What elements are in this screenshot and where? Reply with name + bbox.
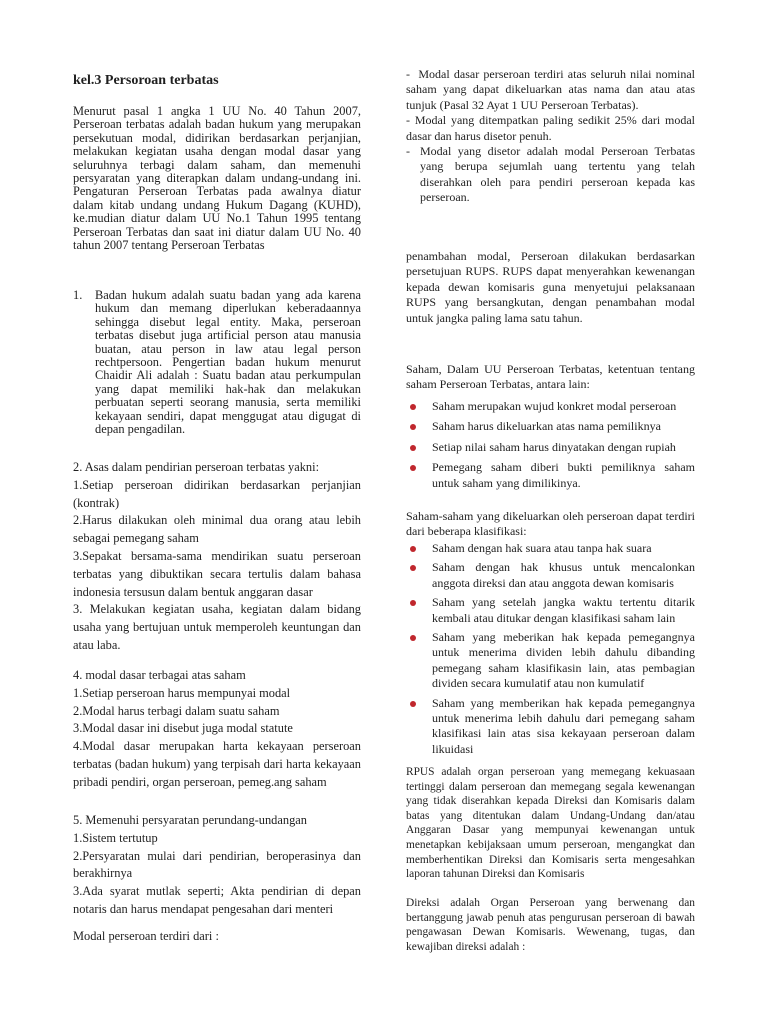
asas-item-1: 1.Setiap perseroan didirikan berdasarkan perjanjian (kontrak) [73,477,361,510]
list-item: Saham merupakan wujud konkret modal perseroan [406,399,695,414]
saham-list [406,399,695,491]
syarat-heading: 5. Memenuhi persyaratan perundang-undangan [73,813,307,827]
bullet-icon [410,635,416,641]
asas-heading: 2. Asas dalam pendirian perseroan terbatas yakni: [73,460,320,474]
list-item: Saham yang setelah jangka waktu tertentu ditarik kembali atau ditukar dengan klasifikasi saham lain [406,595,695,626]
rpus-paragraph: RPUS adalah organ perseroan yang memegang kekuasaan tertinggi dalam perseroan dan memegang segala kewenangan yang tidak diserahkan kepada Direksi dan Komisaris dalam batas yang ditentukan dalam Undang-Undang dan/atau Anggaran Dasar yang mempunyai kewenangan untuk menetapkan kebijaksaan umum perseroan, mengangkat dan memberhentikan Direksi dan Komisaris serta mengesahkan laporan tahunan Direksi dan Komisaris [406,766,695,881]
asas-item-3: 3.Sepakat bersama-sama mendirikan suatu perseroan terbatas yang dibuktikan secara tertulis dalam bahasa indonesia tersusun dalam bentuk anggaran dasar [73,548,361,599]
syarat-item-3: 3.Ada syarat mutlak seperti; Akta pendirian di depan notaris dan harus mendapat pengesahan dari menteri [73,884,361,916]
kegiatan-paragraph: 3. Melakukan kegiatan usaha, kegiatan dalam bidang usaha yang bertujuan untuk memperoleh keuntungan dan atau laba. [73,602,361,652]
bullet-icon [410,600,416,606]
list-item: Saham yang meberikan hak kepada pemegangnya untuk menerima dividen lebih dahulu dibanding pemegang saham klasifikasin lain, atas pembagian dividen secara kumulatif atau non kumulatif [406,630,695,692]
penambahan-paragraph: penambahan modal, Perseroan dilakukan berdasarkan persetujuan RUPS. RUPS dapat menyerahkan kewenangan kepada dewan komisaris guna menyetujui pelaksanaan RUPS yang bersangkutan, dengan penambahan modal untuk jangka paling lama satu tahun. [406,249,695,325]
modal-heading: 4. modal dasar terbagai atas saham [73,668,246,682]
modal-item-3: 3.Modal dasar ini disebut juga modal statute [73,721,293,736]
bullet-icon [410,565,416,571]
asas-item-2: 2.Harus dilakukan oleh minimal dua orang atau lebih sebagai pemegang saham [73,513,361,546]
dash-symbol: - [406,67,410,81]
syarat-item-1: 1.Sistem tertutup [73,830,158,845]
syarat-section [73,812,361,919]
list-item: Setiap nilai saham harus dinyatakan dengan rupiah [406,440,695,455]
bullet-icon [410,424,416,430]
saham-intro: Saham, Dalam UU Perseroan Terbatas, ketentuan tentang saham Perseroan Terbatas, antara lain: [406,362,695,392]
bullet-icon [410,465,416,471]
list-item: Saham dengan hak khusus untuk mencalonkan anggota direksi dan atau anggota dewan komisaris [406,560,695,591]
item-text: Badan hukum adalah suatu badan yang ada karena hukum dan memang diperlukan keberadaannya sehingga disebut legal entity. Maka, perseroan terbatas disebut juga artificial person atau manusia buatan, atau person in law atau legal person rechtpersoon. Pengertian badan hukum menurut Chaidir Ali adalah : Suatu badan atau perkumpulan yang dapat memiliki hak-hak dan melakukan perbuatan seperti seorang manusia, serta memiliki kekayaan sendiri, dapat menggugat atau digugat di depan pengadilan. [95,288,361,437]
dash-item-2: - Modal yang ditempatkan paling sedikit 25% dari modal dasar dan harus disetor penuh. [406,113,696,143]
modal-item-4: 4.Modal dasar merupakan harta kekayaan perseroan terbatas (badan hukum) yang terpisah dari harta kekayaan pribadi pendiri, organ perseroan, pemeg.ang saham [73,739,361,789]
intro-paragraph: Menurut pasal 1 angka 1 UU No. 40 Tahun 2007, Perseroan terbatas adalah badan hukum yang merupakan persekutuan modal, didirikan berdasarkan perjanjian, melakukan kegiatan usaha dengan modal dasar yang seluruhnya terbagi dalam saham, dan memenuhi persyaratan yang diterapkan dalam undang-undang ini. Pengaturan Perseroan Terbatas pada awalnya diatur dalam kitab undang undang Hukum Dagang (KUHD), ke.mudian diatur dalam UU No.1 Tahun 1995 tentang Perseroan Terbatas dan saat ini diatur dalam UU No. 40 tahun 2007 tentang Perseroan Terbatas [73,104,361,253]
list-item: Pemegang saham diberi bukti pemiliknya saham untuk saham yang dimilikinya. [406,460,695,491]
bullet-icon [410,404,416,410]
modal-item-2: 2.Modal harus terbagi dalam suatu saham [73,703,280,718]
dash-symbol: - [406,113,410,128]
list-item: Saham dengan hak suara atau tanpa hak suara [406,541,695,556]
list-item: Saham yang memberikan hak kepada pemegangnya untuk menerima lebih dahulu dari pemegang saham klasifikasi lain atas sisa kekayaan perseroan dalam likuidasi [406,696,695,758]
dash-symbol: - [406,144,410,159]
numbered-item-1 [73,289,361,436]
syarat-item-2: 2.Persyaratan mulai dari pendirian, beroperasinya dan berakhirnya [73,848,361,881]
bullet-icon [410,445,416,451]
bullet-icon [410,546,416,552]
dash-item-3: - Modal yang disetor adalah modal Perseroan Terbatas yang berupa sejumlah uang tertentu yang telah diserahkan oleh para pendiri perseroan kepada kas perseroan. [406,144,695,205]
dash-item-1: - Modal dasar perseroan terdiri atas seluruh nilai nominal saham yang dapat dikeluarkan atas nama dan atau atas tunjuk (Pasal 32 Ayat 1 UU Perseroan Terbatas). [406,67,695,112]
modal-dash-list [406,67,695,206]
modal-terdiri-line: Modal perseroan terdiri dari : [73,929,219,943]
modal-section [73,667,361,792]
document-title: kel.3 Persoroan terbatas [73,73,219,88]
modal-item-1: 1.Setiap perseroan harus mempunyai modal [73,685,291,700]
list-item: Saham harus dikeluarkan atas nama pemiliknya [406,419,695,434]
asas-section [73,459,361,601]
klasifikasi-list [406,541,695,757]
item-number: 1. [73,288,83,302]
direksi-paragraph: Direksi adalah Organ Perseroan yang berwenang dan bertanggung jawab penuh atas pengurusan perseroan di bawah pengawasan Dewan Komisaris. Wewenang, tugas, dan kewajiban direksi adalah : [406,897,695,953]
bullet-icon [410,701,416,707]
klasifikasi-intro: Saham-saham yang dikeluarkan oleh perseroan dapat terdiri dari beberapa klasifikasi: [406,509,695,539]
